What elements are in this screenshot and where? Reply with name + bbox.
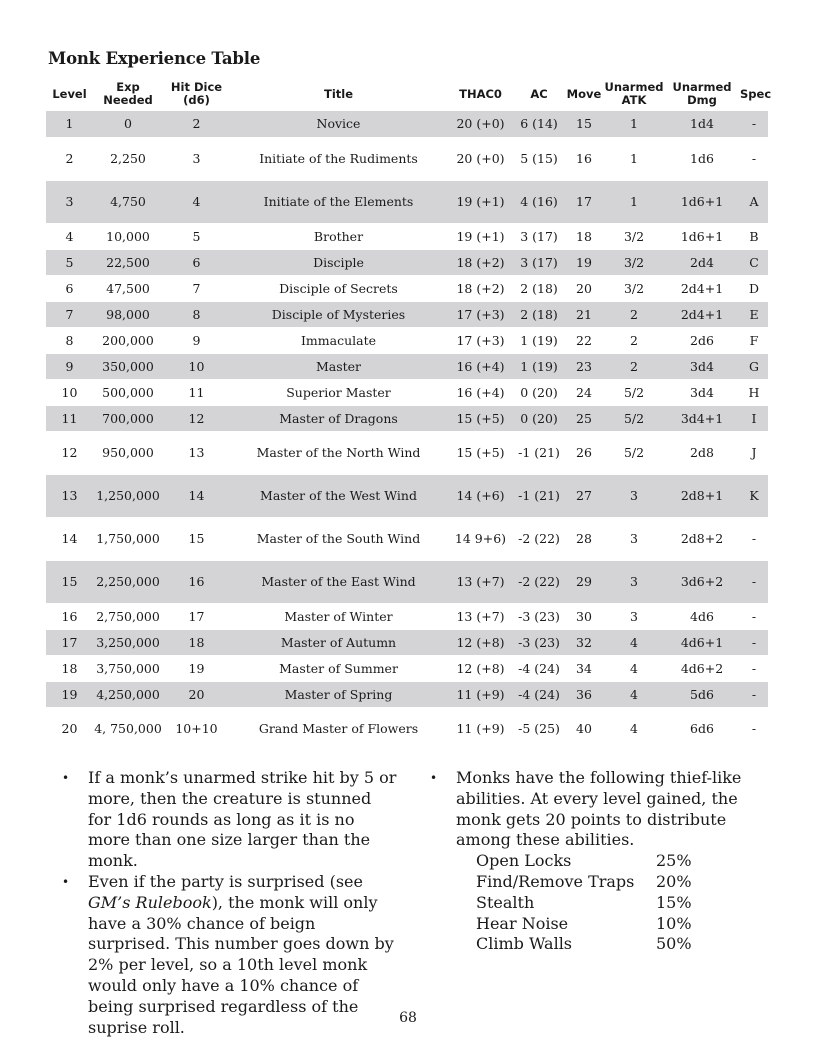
cell-ac: -3 (23): [514, 603, 564, 629]
ability-row: [476, 872, 692, 893]
cell-exp-needed: 3,250,000: [93, 629, 163, 655]
cell-thac0: 14 (+6): [447, 474, 514, 517]
table-row: [46, 275, 768, 301]
cell-ac: -4 (24): [514, 655, 564, 681]
cell-thac0: 17 (+3): [447, 301, 514, 327]
ability-value: 20%: [656, 871, 692, 891]
cell-unarmed-atk: 4: [604, 707, 664, 750]
cell-spec: K: [740, 474, 768, 517]
cell-spec: F: [740, 327, 768, 353]
cell-title: Initiate of the Elements: [230, 180, 447, 223]
cell-ac: 1 (19): [514, 353, 564, 379]
cell-spec: H: [740, 379, 768, 405]
cell-move: 20: [564, 275, 604, 301]
cell-thac0: 16 (+4): [447, 379, 514, 405]
cell-title: Master of the North Wind: [230, 431, 447, 474]
cell-thac0: 12 (+8): [447, 655, 514, 681]
cell-spec: C: [740, 249, 768, 275]
table-row: [46, 431, 768, 474]
cell-ac: 3 (17): [514, 249, 564, 275]
ability-row: [476, 914, 692, 935]
header-title: Title: [323, 86, 354, 101]
cell-title: Disciple: [230, 249, 447, 275]
cell-move: 30: [564, 603, 604, 629]
cell-ac: 5 (15): [514, 137, 564, 180]
cell-level: 13: [46, 474, 93, 517]
table-header-row: [46, 77, 768, 111]
bullet-glyph: •: [62, 874, 70, 889]
cell-hit-dice: 10: [163, 353, 230, 379]
header-move: Move: [566, 86, 602, 101]
table-row: [46, 517, 768, 560]
header-unarmed-dmg: Unarmed Dmg: [672, 80, 732, 107]
cell-hit-dice: 9: [163, 327, 230, 353]
cell-thac0: 18 (+2): [447, 249, 514, 275]
ability-row: [476, 934, 692, 955]
cell-unarmed-dmg: 2d4+1: [664, 301, 740, 327]
cell-spec: G: [740, 353, 768, 379]
cell-unarmed-dmg: 1d6+1: [664, 180, 740, 223]
cell-exp-needed: 10,000: [93, 223, 163, 249]
cell-hit-dice: 7: [163, 275, 230, 301]
cell-title: Superior Master: [230, 379, 447, 405]
cell-level: 1: [46, 111, 93, 137]
cell-title: Master of the East Wind: [230, 560, 447, 603]
cell-exp-needed: 2,750,000: [93, 603, 163, 629]
cell-move: 19: [564, 249, 604, 275]
cell-unarmed-atk: 5/2: [604, 431, 664, 474]
cell-move: 28: [564, 517, 604, 560]
cell-thac0: 15 (+5): [447, 405, 514, 431]
cell-spec: -: [740, 629, 768, 655]
cell-unarmed-atk: 3: [604, 517, 664, 560]
cell-thac0: 20 (+0): [447, 137, 514, 180]
cell-level: 7: [46, 301, 93, 327]
cell-thac0: 19 (+1): [447, 223, 514, 249]
cell-level: 6: [46, 275, 93, 301]
cell-spec: D: [740, 275, 768, 301]
monk-experience-table: [46, 77, 772, 751]
cell-spec: -: [740, 707, 768, 750]
cell-move: 23: [564, 353, 604, 379]
header-hit-dice: Hit Dice (d6): [170, 80, 223, 107]
cell-move: 26: [564, 431, 604, 474]
bullet-glyph: •: [62, 771, 70, 785]
header-level: Level: [52, 86, 87, 101]
cell-move: 32: [564, 629, 604, 655]
cell-ac: -2 (22): [514, 560, 564, 603]
cell-move: 27: [564, 474, 604, 517]
table-row: [46, 603, 768, 629]
cell-move: 29: [564, 560, 604, 603]
notes-list: [48, 768, 398, 1038]
cell-unarmed-dmg: 2d6: [664, 327, 740, 353]
cell-hit-dice: 5: [163, 223, 230, 249]
ability-name: Climb Walls: [476, 934, 573, 954]
cell-hit-dice: 12: [163, 405, 230, 431]
cell-hit-dice: 16: [163, 560, 230, 603]
table-row: [46, 655, 768, 681]
cell-level: 15: [46, 560, 93, 603]
cell-unarmed-dmg: 2d4: [664, 249, 740, 275]
cell-spec: -: [740, 655, 768, 681]
ability-value: 15%: [656, 892, 692, 912]
note-stun: [48, 768, 398, 872]
cell-thac0: 15 (+5): [447, 431, 514, 474]
notes-left-column: [48, 768, 398, 1038]
cell-move: 36: [564, 681, 604, 707]
cell-title: Master of Summer: [230, 655, 447, 681]
cell-hit-dice: 6: [163, 249, 230, 275]
header-exp-needed: Exp Needed: [103, 80, 153, 107]
table-row: [46, 249, 768, 275]
cell-move: 25: [564, 405, 604, 431]
cell-ac: 4 (16): [514, 180, 564, 223]
note-text: If a monk’s unarmed strike hit by 5 or more, then the creature is stunned for 1d6 rounds as long as it is no more than one size larger than the monk.: [88, 768, 397, 871]
table-row: [46, 707, 768, 750]
cell-ac: -1 (21): [514, 431, 564, 474]
cell-title: Master: [230, 353, 447, 379]
cell-thac0: 12 (+8): [447, 629, 514, 655]
cell-unarmed-dmg: 3d4: [664, 353, 740, 379]
abilities-note-list: [416, 768, 776, 955]
cell-thac0: 17 (+3): [447, 327, 514, 353]
cell-move: 18: [564, 223, 604, 249]
cell-exp-needed: 47,500: [93, 275, 163, 301]
cell-spec: -: [740, 681, 768, 707]
page-title: Monk Experience Table: [48, 49, 261, 68]
cell-move: 40: [564, 707, 604, 750]
ability-value: 10%: [656, 913, 692, 933]
cell-exp-needed: 0: [93, 111, 163, 137]
cell-unarmed-atk: 5/2: [604, 379, 664, 405]
cell-hit-dice: 18: [163, 629, 230, 655]
cell-exp-needed: 98,000: [93, 301, 163, 327]
ability-name: Stealth: [476, 892, 535, 912]
cell-title: Initiate of the Rudiments: [230, 137, 447, 180]
table-row: [46, 137, 768, 180]
cell-exp-needed: 4, 750,000: [93, 707, 163, 750]
cell-unarmed-atk: 3/2: [604, 249, 664, 275]
cell-level: 20: [46, 707, 93, 750]
cell-move: 24: [564, 379, 604, 405]
cell-unarmed-dmg: 2d8+2: [664, 517, 740, 560]
ability-value: 50%: [656, 934, 692, 954]
cell-level: 14: [46, 517, 93, 560]
cell-hit-dice: 19: [163, 655, 230, 681]
header-spec: Spec: [740, 86, 772, 101]
cell-unarmed-dmg: 4d6: [664, 603, 740, 629]
cell-level: 12: [46, 431, 93, 474]
ability-row: [476, 851, 692, 872]
cell-exp-needed: 4,250,000: [93, 681, 163, 707]
cell-title: Master of Winter: [230, 603, 447, 629]
cell-spec: -: [740, 137, 768, 180]
note-text: Monks have the following thief-like abilities. At every level gained, the monk gets 20 points to distribute among these abilities.: [456, 768, 742, 850]
cell-thac0: 20 (+0): [447, 111, 514, 137]
cell-unarmed-atk: 3/2: [604, 275, 664, 301]
cell-exp-needed: 2,250: [93, 137, 163, 180]
table-row: [46, 405, 768, 431]
cell-spec: -: [740, 517, 768, 560]
cell-title: Immaculate: [230, 327, 447, 353]
cell-exp-needed: 22,500: [93, 249, 163, 275]
note-book-reference: GM’s Rulebook: [88, 892, 212, 912]
cell-title: Disciple of Mysteries: [230, 301, 447, 327]
cell-unarmed-dmg: 3d4: [664, 379, 740, 405]
cell-thac0: 13 (+7): [447, 560, 514, 603]
cell-unarmed-dmg: 1d6: [664, 137, 740, 180]
cell-unarmed-atk: 2: [604, 301, 664, 327]
cell-unarmed-atk: 4: [604, 629, 664, 655]
note-text-before: Even if the party is surprised (see: [88, 871, 363, 891]
cell-exp-needed: 1,750,000: [93, 517, 163, 560]
cell-title: Brother: [230, 223, 447, 249]
cell-hit-dice: 17: [163, 603, 230, 629]
cell-thac0: 18 (+2): [447, 275, 514, 301]
cell-ac: -2 (22): [514, 517, 564, 560]
cell-unarmed-dmg: 2d4+1: [664, 275, 740, 301]
table-row: [46, 560, 768, 603]
cell-unarmed-dmg: 6d6: [664, 707, 740, 750]
cell-level: 11: [46, 405, 93, 431]
cell-exp-needed: 2,250,000: [93, 560, 163, 603]
cell-spec: -: [740, 603, 768, 629]
cell-unarmed-atk: 1: [604, 111, 664, 137]
cell-title: Master of the South Wind: [230, 517, 447, 560]
table-row: [46, 301, 768, 327]
table-row: [46, 111, 768, 137]
cell-spec: -: [740, 111, 768, 137]
cell-ac: 2 (18): [514, 275, 564, 301]
cell-title: Novice: [230, 111, 447, 137]
cell-ac: 0 (20): [514, 379, 564, 405]
cell-hit-dice: 2: [163, 111, 230, 137]
cell-unarmed-dmg: 3d6+2: [664, 560, 740, 603]
ability-value: 25%: [656, 851, 692, 871]
cell-unarmed-dmg: 3d4+1: [664, 405, 740, 431]
cell-level: 5: [46, 249, 93, 275]
cell-move: 17: [564, 180, 604, 223]
cell-level: 18: [46, 655, 93, 681]
cell-level: 9: [46, 353, 93, 379]
cell-unarmed-atk: 3/2: [604, 223, 664, 249]
cell-exp-needed: 700,000: [93, 405, 163, 431]
cell-hit-dice: 14: [163, 474, 230, 517]
cell-hit-dice: 15: [163, 517, 230, 560]
cell-unarmed-atk: 2: [604, 327, 664, 353]
cell-spec: A: [740, 180, 768, 223]
cell-exp-needed: 950,000: [93, 431, 163, 474]
table-body: [46, 111, 768, 750]
cell-level: 19: [46, 681, 93, 707]
cell-title: Master of the West Wind: [230, 474, 447, 517]
cell-exp-needed: 1,250,000: [93, 474, 163, 517]
cell-hit-dice: 13: [163, 431, 230, 474]
page-number: 68: [399, 1010, 417, 1026]
cell-unarmed-atk: 1: [604, 180, 664, 223]
cell-move: 16: [564, 137, 604, 180]
cell-move: 34: [564, 655, 604, 681]
thief-abilities-table: [476, 851, 692, 955]
cell-hit-dice: 11: [163, 379, 230, 405]
table-row: [46, 327, 768, 353]
cell-ac: -1 (21): [514, 474, 564, 517]
cell-thac0: 13 (+7): [447, 603, 514, 629]
note-thief-abilities: [416, 768, 776, 955]
ability-row: [476, 893, 692, 914]
cell-unarmed-atk: 4: [604, 681, 664, 707]
cell-unarmed-dmg: 4d6+1: [664, 629, 740, 655]
cell-spec: E: [740, 301, 768, 327]
cell-title: Grand Master of Flowers: [230, 707, 447, 750]
cell-ac: 2 (18): [514, 301, 564, 327]
cell-unarmed-dmg: 4d6+2: [664, 655, 740, 681]
cell-exp-needed: 200,000: [93, 327, 163, 353]
table-row: [46, 180, 768, 223]
cell-unarmed-dmg: 1d6+1: [664, 223, 740, 249]
header-unarmed-atk: Unarmed ATK: [604, 80, 664, 107]
cell-level: 2: [46, 137, 93, 180]
cell-ac: -4 (24): [514, 681, 564, 707]
ability-name: Open Locks: [476, 851, 572, 871]
cell-unarmed-atk: 4: [604, 655, 664, 681]
notes-right-column: [416, 768, 776, 955]
cell-move: 15: [564, 111, 604, 137]
cell-exp-needed: 350,000: [93, 353, 163, 379]
cell-ac: 1 (19): [514, 327, 564, 353]
bullet-glyph: •: [430, 771, 438, 785]
cell-exp-needed: 500,000: [93, 379, 163, 405]
cell-unarmed-atk: 3: [604, 474, 664, 517]
cell-unarmed-dmg: 1d4: [664, 111, 740, 137]
cell-hit-dice: 3: [163, 137, 230, 180]
cell-title: Disciple of Secrets: [230, 275, 447, 301]
header-ac: AC: [530, 86, 548, 101]
cell-title: Master of Spring: [230, 681, 447, 707]
cell-exp-needed: 4,750: [93, 180, 163, 223]
cell-spec: J: [740, 431, 768, 474]
cell-thac0: 16 (+4): [447, 353, 514, 379]
cell-unarmed-atk: 2: [604, 353, 664, 379]
cell-title: Master of Dragons: [230, 405, 447, 431]
abilities-body: [476, 851, 692, 955]
cell-ac: 6 (14): [514, 111, 564, 137]
cell-ac: -5 (25): [514, 707, 564, 750]
cell-ac: 3 (17): [514, 223, 564, 249]
ability-name: Find/Remove Traps: [476, 871, 635, 891]
cell-unarmed-dmg: 2d8+1: [664, 474, 740, 517]
cell-thac0: 14 9+6): [447, 517, 514, 560]
cell-hit-dice: 20: [163, 681, 230, 707]
cell-level: 16: [46, 603, 93, 629]
cell-spec: B: [740, 223, 768, 249]
note-text-after: ), the monk will only have a 30% chance of beign surprised. This number goes down by 2% per level, so a 10th level monk would only have a 10% chance of being surprised regardless of the suprise roll.: [88, 892, 394, 1037]
table-row: [46, 474, 768, 517]
cell-spec: -: [740, 560, 768, 603]
cell-move: 22: [564, 327, 604, 353]
cell-level: 10: [46, 379, 93, 405]
cell-level: 4: [46, 223, 93, 249]
table-row: [46, 681, 768, 707]
cell-unarmed-dmg: 2d8: [664, 431, 740, 474]
cell-hit-dice: 10+10: [163, 707, 230, 750]
cell-thac0: 19 (+1): [447, 180, 514, 223]
ability-name: Hear Noise: [476, 913, 569, 933]
cell-unarmed-atk: 5/2: [604, 405, 664, 431]
cell-unarmed-atk: 3: [604, 603, 664, 629]
cell-spec: I: [740, 405, 768, 431]
cell-level: 3: [46, 180, 93, 223]
cell-unarmed-dmg: 5d6: [664, 681, 740, 707]
cell-exp-needed: 3,750,000: [93, 655, 163, 681]
cell-level: 8: [46, 327, 93, 353]
table-row: [46, 353, 768, 379]
cell-unarmed-atk: 1: [604, 137, 664, 180]
cell-thac0: 11 (+9): [447, 681, 514, 707]
cell-thac0: 11 (+9): [447, 707, 514, 750]
header-thac0: THAC0: [459, 86, 502, 101]
cell-level: 17: [46, 629, 93, 655]
cell-ac: -3 (23): [514, 629, 564, 655]
cell-unarmed-atk: 3: [604, 560, 664, 603]
table-row: [46, 379, 768, 405]
table-row: [46, 629, 768, 655]
cell-title: Master of Autumn: [230, 629, 447, 655]
cell-ac: 0 (20): [514, 405, 564, 431]
cell-hit-dice: 4: [163, 180, 230, 223]
cell-hit-dice: 8: [163, 301, 230, 327]
cell-move: 21: [564, 301, 604, 327]
table-row: [46, 223, 768, 249]
